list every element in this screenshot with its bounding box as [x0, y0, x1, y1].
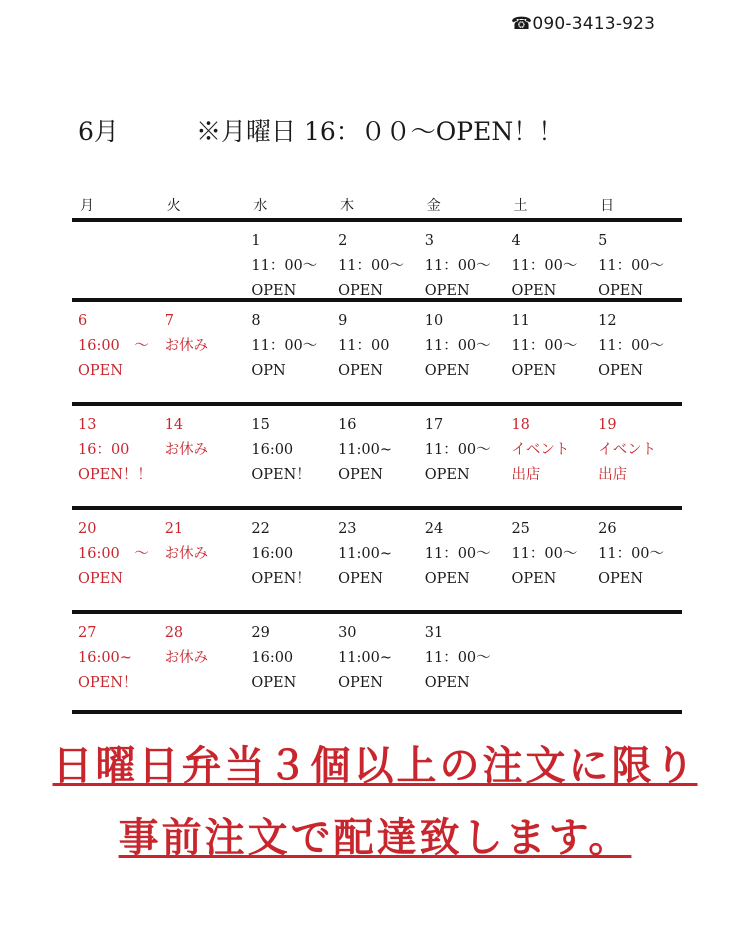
- day-hours: 11：00～: [424, 442, 491, 458]
- day-number: 3: [424, 233, 434, 249]
- day-cell: [419, 510, 506, 610]
- day-cell: [332, 406, 419, 506]
- day-status: [165, 359, 246, 384]
- day-cell: [159, 302, 246, 402]
- day-cell: [592, 406, 679, 506]
- day-hours: 11：00～: [598, 258, 665, 274]
- day-number: [511, 621, 592, 646]
- day-number: 18: [511, 417, 530, 433]
- day-number: 19: [598, 417, 617, 433]
- day-hours: [511, 646, 592, 671]
- weekday-sat: 土: [513, 198, 528, 214]
- day-number: 20: [78, 521, 97, 537]
- day-hours: 11：00: [338, 338, 390, 354]
- day-cell: [159, 222, 246, 298]
- day-hours: 16:00 ～: [78, 546, 149, 562]
- day-hours: お休み: [164, 546, 209, 562]
- day-cell: [245, 302, 332, 402]
- day-status: OPEN: [78, 571, 123, 587]
- day-cell: [332, 302, 419, 402]
- day-status: OPEN: [598, 283, 644, 299]
- day-cell: [505, 614, 592, 710]
- day-hours: 11：00～: [424, 650, 491, 666]
- day-number: 2: [338, 233, 348, 249]
- day-number: [598, 621, 679, 646]
- day-number: 6: [78, 313, 88, 329]
- day-status: [511, 671, 592, 696]
- day-hours: [165, 254, 246, 279]
- day-number: [78, 229, 159, 254]
- day-number: [165, 229, 246, 254]
- day-number: 28: [164, 625, 184, 641]
- day-status: OPEN: [424, 283, 470, 299]
- day-status: OPEN: [251, 675, 297, 691]
- day-status: OPEN: [511, 363, 557, 379]
- day-status: OPEN！: [251, 467, 311, 483]
- day-number: 16: [338, 417, 357, 433]
- day-hours: イベント: [511, 442, 570, 458]
- day-cell: [505, 222, 592, 298]
- day-hours: [78, 254, 159, 279]
- day-cell: [159, 614, 246, 710]
- day-status: OPEN: [511, 571, 557, 587]
- day-hours: 11：00～: [251, 338, 318, 354]
- day-number: 21: [164, 521, 184, 537]
- day-number: 23: [338, 521, 357, 537]
- day-cell: [592, 614, 679, 710]
- day-status: 出店: [511, 467, 541, 483]
- day-hours: 16：00: [78, 442, 130, 458]
- day-number: 31: [424, 625, 444, 641]
- day-status: OPEN: [338, 571, 383, 587]
- day-cell: [159, 510, 246, 610]
- day-cell: [505, 406, 592, 506]
- day-status: OPEN: [424, 467, 470, 483]
- day-cell: [592, 510, 679, 610]
- day-cell: [245, 510, 332, 610]
- day-hours: 11：00～: [511, 546, 578, 562]
- day-status: [165, 279, 246, 304]
- day-hours: 11：00～: [338, 258, 404, 274]
- week-row: [72, 610, 682, 714]
- day-number: 4: [511, 233, 521, 249]
- footer-notice-line2: [0, 806, 750, 863]
- day-cell: [245, 406, 332, 506]
- day-number: 7: [164, 313, 174, 329]
- week-row: [72, 402, 682, 506]
- day-cell: [592, 302, 679, 402]
- day-hours: 16:00 ～: [78, 338, 149, 354]
- day-number: 10: [424, 313, 444, 329]
- day-cell: [245, 222, 332, 298]
- day-number: 12: [598, 313, 617, 329]
- day-hours: 16:00: [251, 546, 294, 562]
- day-number: 26: [598, 521, 617, 537]
- day-hours: 11：00～: [511, 338, 578, 354]
- day-cell: [72, 302, 159, 402]
- day-status: OPEN: [78, 363, 123, 379]
- day-number: 22: [251, 521, 270, 537]
- day-status: OPEN: [598, 363, 644, 379]
- footer-line2-text: 事前注文で配達致します。: [118, 815, 632, 861]
- day-number: 24: [424, 521, 444, 537]
- weekday-header: [72, 195, 682, 218]
- day-number: 15: [251, 417, 270, 433]
- weekday-wed: 水: [253, 198, 268, 214]
- day-cell: [72, 406, 159, 506]
- day-cell: [505, 510, 592, 610]
- footer-notice-line1: [0, 734, 750, 791]
- day-hours: 11：00～: [424, 546, 491, 562]
- day-number: 11: [511, 313, 530, 329]
- weekday-sun: 日: [600, 198, 615, 214]
- day-number: 29: [251, 625, 270, 641]
- day-status: OPEN！: [251, 571, 311, 587]
- day-status: OPEN: [251, 283, 297, 299]
- weekday-fri: 金: [426, 198, 441, 214]
- day-number: 17: [424, 417, 444, 433]
- day-number: 14: [164, 417, 184, 433]
- day-status: OPEN: [338, 467, 383, 483]
- day-cell: [72, 510, 159, 610]
- week-row: [72, 506, 682, 610]
- week-row: [72, 218, 682, 298]
- day-hours: [598, 646, 679, 671]
- day-number: 13: [78, 417, 97, 433]
- day-number: 30: [338, 625, 357, 641]
- calendar: [72, 195, 682, 714]
- day-status: OPEN！！: [78, 467, 152, 483]
- day-cell: [72, 222, 159, 298]
- day-cell: [72, 614, 159, 710]
- weekday-tue: 火: [166, 198, 181, 214]
- day-hours: お休み: [164, 338, 209, 354]
- day-status: OPEN: [424, 675, 470, 691]
- day-status: OPEN: [338, 675, 383, 691]
- day-cell: [332, 510, 419, 610]
- day-cell: [419, 614, 506, 710]
- day-hours: 11：00～: [424, 258, 491, 274]
- day-cell: [419, 302, 506, 402]
- day-status: OPN: [251, 363, 286, 379]
- day-status: [78, 279, 159, 304]
- day-cell: [419, 222, 506, 298]
- day-hours: 16:00: [251, 650, 294, 666]
- day-status: OPEN: [338, 283, 383, 299]
- day-hours: 11:00~: [338, 650, 392, 666]
- day-cell: [505, 302, 592, 402]
- day-number: 27: [78, 625, 97, 641]
- footer-line1-text: 日曜日弁当３個以上の注文に限り: [52, 743, 698, 789]
- day-hours: 16:00~: [78, 650, 132, 666]
- week-row: [72, 298, 682, 402]
- day-status: OPEN: [511, 283, 557, 299]
- day-hours: 11：00～: [511, 258, 578, 274]
- month-label: 6月: [78, 117, 119, 146]
- day-status: OPEN！: [78, 675, 138, 691]
- day-hours: 16:00: [251, 442, 294, 458]
- day-cell: [332, 222, 419, 298]
- day-status: [165, 567, 246, 592]
- weekday-mon: 月: [80, 198, 94, 214]
- day-hours: お休み: [164, 650, 209, 666]
- day-status: OPEN: [598, 571, 644, 587]
- day-cell: [159, 406, 246, 506]
- day-number: 1: [251, 233, 261, 249]
- day-hours: 11：00～: [598, 546, 665, 562]
- day-status: OPEN: [424, 363, 470, 379]
- day-hours: 11:00~: [338, 442, 392, 458]
- day-hours: 11：00～: [598, 338, 665, 354]
- phone-number: ☎090-3413-923: [511, 14, 656, 34]
- day-status: [165, 463, 246, 488]
- day-status: 出店: [598, 467, 628, 483]
- day-hours: 11：00～: [251, 258, 318, 274]
- day-number: 25: [511, 521, 530, 537]
- day-hours: 11：00～: [424, 338, 491, 354]
- weekday-thu: 木: [340, 198, 355, 214]
- day-status: [165, 671, 246, 696]
- day-number: 9: [338, 313, 348, 329]
- day-hours: イベント: [598, 442, 657, 458]
- day-number: 8: [251, 313, 261, 329]
- day-status: [598, 671, 679, 696]
- day-status: OPEN: [424, 571, 470, 587]
- day-status: OPEN: [338, 363, 383, 379]
- day-cell: [592, 222, 679, 298]
- page-title: [78, 112, 563, 148]
- day-number: 5: [598, 233, 608, 249]
- day-cell: [332, 614, 419, 710]
- day-cell: [419, 406, 506, 506]
- day-cell: [245, 614, 332, 710]
- calendar-weeks: [72, 218, 682, 714]
- day-hours: 11:00~: [338, 546, 392, 562]
- monday-note: ※月曜日 16：００～OPEN！！: [196, 117, 564, 146]
- day-hours: お休み: [164, 442, 209, 458]
